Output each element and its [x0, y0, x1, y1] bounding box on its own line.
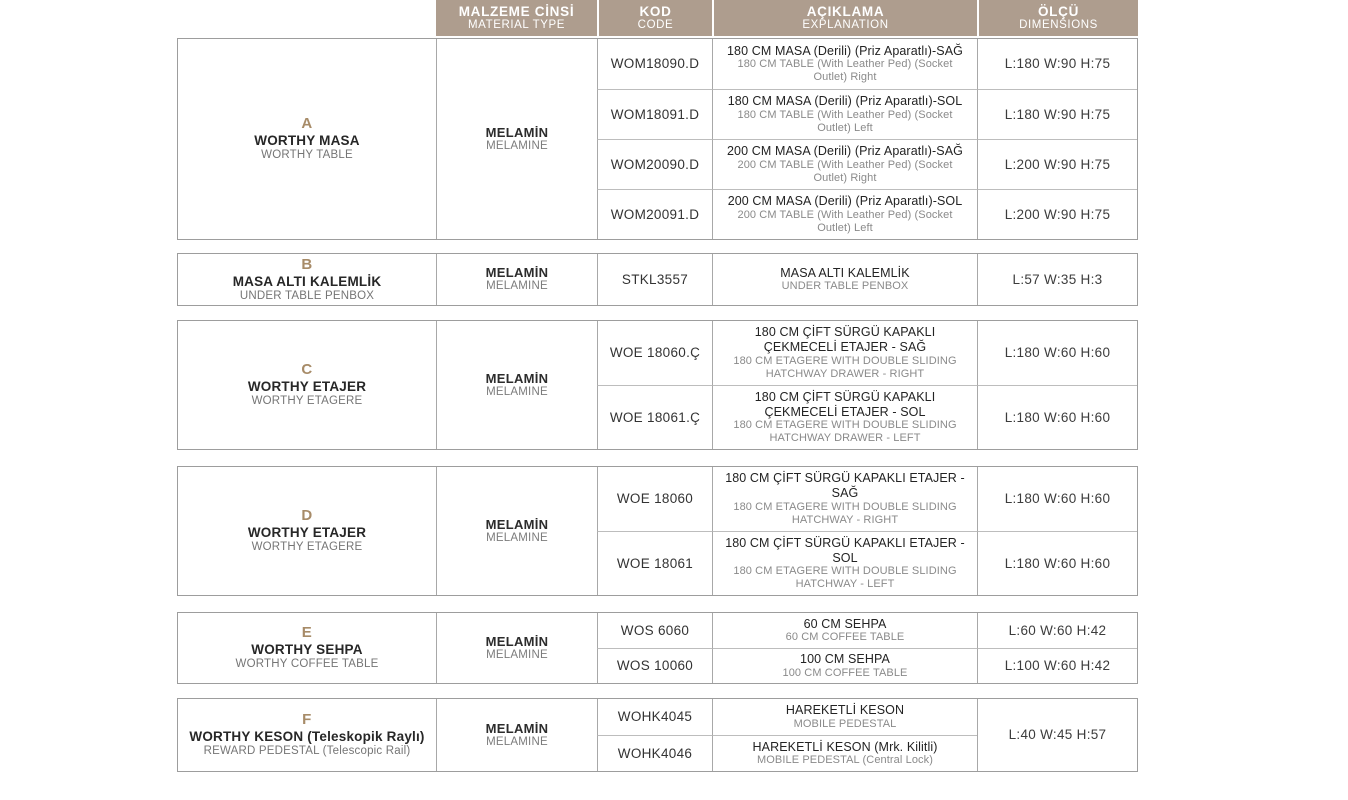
dimensions-cell — [977, 189, 1137, 239]
dimensions-cell — [977, 467, 1137, 531]
material-en: MELAMINE — [486, 531, 548, 544]
description-tr: 180 CM MASA (Derili) (Priz Aparatlı)-SAĞ — [727, 43, 963, 58]
material-en: MELAMINE — [486, 648, 548, 661]
product-name-tr: WORTHY ETAJER — [247, 525, 367, 541]
material-tr: MELAMİN — [485, 516, 549, 532]
material-en: MELAMINE — [486, 139, 548, 152]
dimensions-cell — [977, 254, 1137, 305]
header-dimensions-tr: ÖLÇÜ — [1037, 4, 1080, 19]
product-letter: E — [301, 624, 313, 642]
code-cell — [597, 735, 712, 771]
product-name-tr: WORTHY ETAJER — [247, 379, 367, 395]
product-letter: D — [301, 507, 313, 525]
description-cell — [712, 39, 977, 89]
product-name-en: WORTHY ETAGERE — [251, 541, 363, 554]
description-en: 180 CM ETAGERE WITH DOUBLE SLIDING HATCHWAY DRAWER - LEFT — [733, 419, 957, 445]
header-code-tr: KOD — [639, 4, 672, 19]
header-col-explanation — [712, 0, 977, 36]
material-cell — [436, 254, 597, 305]
product-code: WOS 6060 — [620, 622, 690, 638]
dimensions-cell — [977, 531, 1137, 595]
description-en: 180 CM TABLE (With Leather Ped) (Socket Outlet) Right — [737, 58, 953, 84]
dimensions-cell — [977, 385, 1137, 449]
description-tr: 60 CM SEHPA — [803, 616, 887, 631]
code-cell — [597, 531, 712, 595]
dimensions-value: L:60 W:60 H:42 — [1008, 622, 1107, 638]
product-code: WOM18090.D — [610, 56, 700, 72]
material-en: MELAMINE — [486, 385, 548, 398]
product-code: WOHK4045 — [617, 709, 693, 725]
product-code: STKL3557 — [621, 271, 689, 287]
product-letter: B — [301, 255, 313, 273]
dimensions-value: L:180 W:60 H:60 — [1004, 345, 1111, 361]
code-cell — [597, 467, 712, 531]
code-cell — [597, 139, 712, 189]
table-header — [177, 0, 1138, 36]
dimensions-value: L:40 W:45 H:57 — [1008, 727, 1107, 743]
material-cell — [436, 321, 597, 449]
product-code: WOHK4046 — [617, 745, 693, 761]
product-code: WOE 18061 — [616, 555, 694, 571]
product-code: WOM20090.D — [610, 156, 700, 172]
description-tr: 180 CM ÇİFT SÜRGÜ KAPAKLI ÇEKMECELİ ETAJER - SOL — [754, 389, 936, 419]
description-cell — [712, 385, 977, 449]
material-tr: MELAMİN — [485, 633, 549, 649]
product-name-cell — [178, 254, 436, 305]
dimensions-value: L:180 W:90 H:75 — [1004, 106, 1111, 122]
product-name-cell — [178, 39, 436, 239]
description-cell — [712, 89, 977, 139]
product-code: WOE 18061.Ç — [609, 409, 701, 425]
product-code: WOS 10060 — [616, 658, 694, 674]
product-name-en: UNDER TABLE PENBOX — [239, 289, 375, 302]
material-tr: MELAMİN — [485, 720, 549, 736]
product-code: WOE 18060.Ç — [609, 345, 701, 361]
material-cell — [436, 39, 597, 239]
product-code: WOM18091.D — [610, 106, 700, 122]
description-en: 100 CM COFFEE TABLE — [782, 666, 908, 679]
description-tr: 180 CM ÇİFT SÜRGÜ KAPAKLI ÇEKMECELİ ETAJER - SAĞ — [754, 325, 936, 355]
material-cell — [436, 467, 597, 595]
code-cell — [597, 648, 712, 683]
code-cell — [597, 89, 712, 139]
product-code: WOM20091.D — [610, 206, 700, 222]
product-name-tr: WORTHY KESON (Teleskopik Raylı) — [189, 729, 425, 745]
description-tr: HAREKETLİ KESON — [785, 703, 905, 718]
description-en: 180 CM ETAGERE WITH DOUBLE SLIDING HATCHWAY - RIGHT — [733, 500, 957, 526]
dimensions-value: L:200 W:90 H:75 — [1004, 206, 1111, 222]
dimensions-cell — [977, 39, 1137, 89]
dimensions-value: L:180 W:60 H:60 — [1004, 491, 1111, 507]
code-cell — [597, 613, 712, 648]
header-spacer — [177, 0, 436, 36]
material-en: MELAMINE — [486, 735, 548, 748]
dimensions-value: L:100 W:60 H:42 — [1004, 658, 1111, 674]
dimensions-value: L:57 W:35 H:3 — [1012, 271, 1103, 287]
description-tr: 180 CM ÇİFT SÜRGÜ KAPAKLI ETAJER - SAĞ — [725, 471, 965, 501]
description-cell — [712, 189, 977, 239]
dimensions-cell — [977, 89, 1137, 139]
description-en: 200 CM TABLE (With Leather Ped) (Socket Outlet) Left — [737, 208, 953, 234]
product-name-cell — [178, 467, 436, 595]
description-tr: 180 CM ÇİFT SÜRGÜ KAPAKLI ETAJER - SOL — [725, 535, 965, 565]
description-cell — [712, 531, 977, 595]
header-explanation-tr: AÇIKLAMA — [806, 4, 885, 19]
product-name-tr: MASA ALTI KALEMLİK — [232, 273, 382, 289]
product-name-tr: WORTHY SEHPA — [251, 642, 363, 658]
header-explanation-en: EXPLANATION — [802, 19, 889, 32]
description-tr: MASA ALTI KALEMLİK — [780, 265, 910, 280]
code-cell — [597, 699, 712, 735]
description-cell — [712, 254, 977, 305]
product-name-cell — [178, 699, 436, 771]
code-cell — [597, 254, 712, 305]
material-cell — [436, 699, 597, 771]
product-group-a — [177, 38, 1138, 240]
code-cell — [597, 39, 712, 89]
description-tr: 200 CM MASA (Derili) (Priz Aparatlı)-SAĞ — [727, 144, 963, 159]
dimensions-value: L:180 W:60 H:60 — [1004, 555, 1111, 571]
code-cell — [597, 189, 712, 239]
product-letter: A — [301, 115, 313, 133]
material-tr: MELAMİN — [485, 124, 549, 140]
material-tr: MELAMİN — [485, 265, 549, 281]
product-name-tr: WORTHY MASA — [254, 133, 360, 149]
material-en: MELAMINE — [486, 280, 548, 293]
header-col-dimensions — [977, 0, 1138, 36]
product-name-en: WORTHY TABLE — [261, 149, 353, 162]
product-group-b — [177, 253, 1138, 306]
dimensions-cell — [977, 139, 1137, 189]
description-en: MOBILE PEDESTAL — [793, 717, 897, 730]
description-cell — [712, 648, 977, 683]
header-col-material — [436, 0, 597, 36]
dimensions-value: L:180 W:90 H:75 — [1004, 56, 1111, 72]
product-group-f — [177, 698, 1138, 772]
header-code-en: CODE — [637, 19, 674, 32]
code-cell — [597, 385, 712, 449]
description-cell — [712, 139, 977, 189]
product-letter: F — [302, 711, 312, 729]
description-tr: 180 CM MASA (Derili) (Priz Aparatlı)-SOL — [727, 94, 963, 109]
description-en: UNDER TABLE PENBOX — [781, 280, 909, 293]
description-cell — [712, 699, 977, 735]
description-en: MOBILE PEDESTAL (Central Lock) — [757, 754, 933, 767]
description-en: 180 CM ETAGERE WITH DOUBLE SLIDING HATCHWAY DRAWER - RIGHT — [733, 354, 957, 380]
dimensions-cell — [977, 613, 1137, 648]
description-cell — [712, 613, 977, 648]
description-cell — [712, 467, 977, 531]
product-group-d — [177, 466, 1138, 596]
description-cell — [712, 735, 977, 771]
product-name-en: REWARD PEDESTAL (Telescopic Rail) — [203, 745, 411, 758]
product-name-en: WORTHY COFFEE TABLE — [235, 658, 379, 671]
header-material-tr: MALZEME CİNSİ — [458, 4, 575, 19]
code-cell — [597, 321, 712, 385]
product-name-cell — [178, 613, 436, 683]
material-cell — [436, 613, 597, 683]
product-code: WOE 18060 — [616, 491, 694, 507]
product-group-e — [177, 612, 1138, 684]
product-letter: C — [301, 361, 313, 379]
header-dimensions-en: DIMENSIONS — [1019, 19, 1098, 32]
description-tr: 100 CM SEHPA — [800, 652, 890, 667]
material-tr: MELAMİN — [485, 370, 549, 386]
description-en: 60 CM COFFEE TABLE — [785, 631, 905, 644]
product-name-cell — [178, 321, 436, 449]
description-en: 180 CM TABLE (With Leather Ped) (Socket Outlet) Left — [737, 108, 953, 134]
header-material-en: MATERIAL TYPE — [467, 19, 566, 32]
dimensions-value: L:200 W:90 H:75 — [1004, 156, 1111, 172]
dimensions-cell — [977, 648, 1137, 683]
description-tr: HAREKETLİ KESON (Mrk. Kilitli) — [752, 739, 938, 754]
description-tr: 200 CM MASA (Derili) (Priz Aparatlı)-SOL — [727, 194, 963, 209]
product-name-en: WORTHY ETAGERE — [251, 395, 363, 408]
description-cell — [712, 321, 977, 385]
product-group-c — [177, 320, 1138, 450]
product-catalog-table — [177, 0, 1138, 772]
dimensions-cell — [977, 321, 1137, 385]
header-col-code — [597, 0, 712, 36]
dimensions-value: L:180 W:60 H:60 — [1004, 409, 1111, 425]
description-en: 200 CM TABLE (With Leather Ped) (Socket Outlet) Right — [737, 158, 953, 184]
description-en: 180 CM ETAGERE WITH DOUBLE SLIDING HATCHWAY - LEFT — [733, 565, 957, 591]
dimensions-cell-merged — [977, 699, 1137, 771]
